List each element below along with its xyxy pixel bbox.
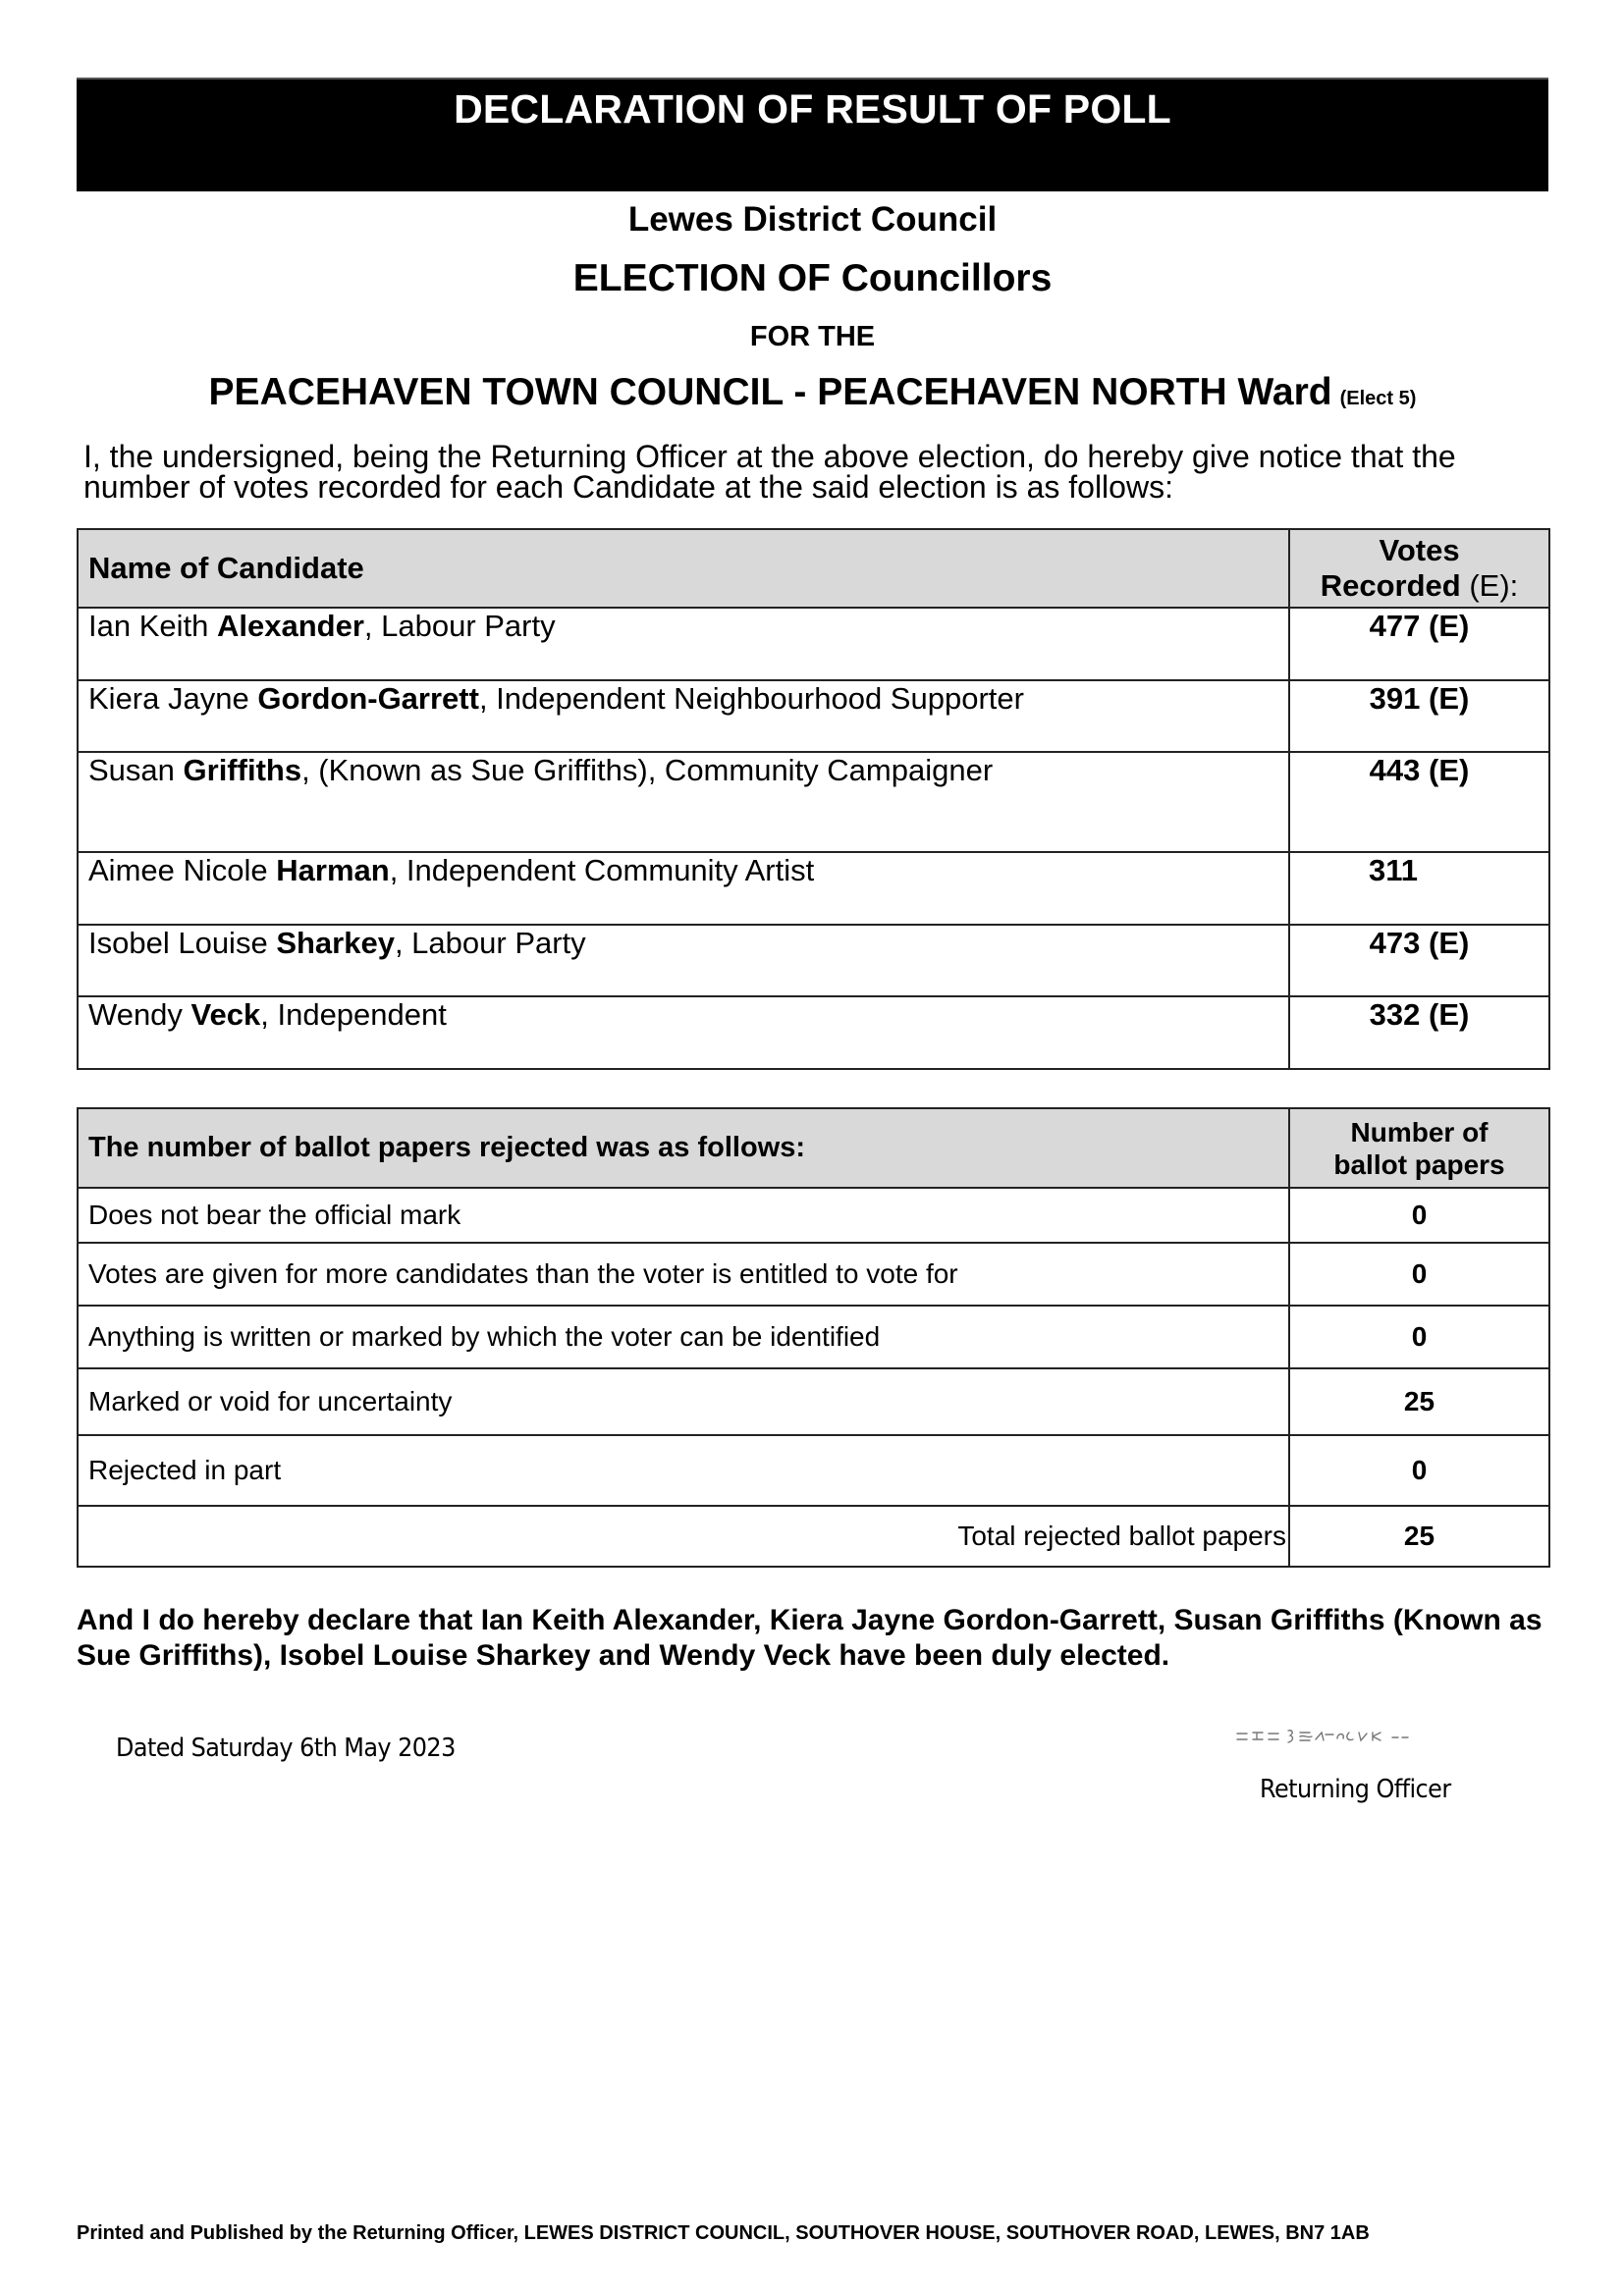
candidate-row [78, 680, 1549, 752]
rejected-total-label: Total rejected ballot papers [78, 1506, 1289, 1567]
candidate-name-cell [78, 925, 1289, 996]
candidate-votes: 477 (E) [1289, 608, 1549, 680]
seats-count: (Elect 5) [1339, 388, 1417, 409]
count-header-line1: Number of [1350, 1116, 1489, 1148]
candidate-description: , Labour Party [363, 609, 556, 643]
candidate-forenames: Susan [88, 753, 184, 787]
candidate-forenames: Isobel Louise [88, 926, 277, 960]
ballot-count-header [1289, 1108, 1549, 1188]
votes-recorded-header [1289, 529, 1549, 608]
document-title: DECLARATION OF RESULT OF POLL [454, 86, 1171, 132]
ward-name: PEACEHAVEN TOWN COUNCIL - PEACEHAVEN NORTH Ward [208, 371, 1332, 413]
signature-image [1235, 1725, 1412, 1746]
rejected-reason-header: The number of ballot papers rejected was as follows: [78, 1108, 1289, 1188]
rejected-total-count: 25 [1289, 1506, 1549, 1567]
candidate-row [78, 852, 1549, 925]
candidate-name-cell [78, 996, 1289, 1069]
candidate-name-cell [78, 680, 1289, 752]
candidate-description: , Independent Community Artist [389, 853, 815, 887]
rejected-reason: Anything is written or marked by which the voter can be identified [78, 1306, 1289, 1368]
count-header-line2: ballot papers [1333, 1148, 1505, 1180]
candidate-votes: 332 (E) [1289, 996, 1549, 1069]
rejected-count: 0 [1289, 1188, 1549, 1243]
candidates-table [77, 528, 1550, 1070]
votes-header-line2: Recorded [1320, 568, 1461, 603]
candidate-surname: Griffiths [183, 753, 302, 787]
candidate-votes: 443 (E) [1289, 752, 1549, 852]
candidate-surname: Alexander [216, 609, 364, 643]
candidate-row [78, 752, 1549, 852]
date-line: Dated Saturday 6th May 2023 [116, 1734, 456, 1763]
rejected-count: 0 [1289, 1306, 1549, 1368]
candidate-votes: 311 [1289, 852, 1549, 925]
imprint-footer: Printed and Published by the Returning Officer, LEWES DISTRICT COUNCIL, SOUTHOVER HOUSE, SOUTHOVER ROAD, LEWES, BN7 1AB [77, 2222, 1370, 2244]
candidate-votes: 391 (E) [1289, 680, 1549, 752]
rejected-reason: Rejected in part [78, 1435, 1289, 1506]
candidate-surname: Sharkey [276, 926, 395, 960]
candidate-name-header: Name of Candidate [78, 529, 1289, 608]
rejected-total-row [78, 1506, 1549, 1567]
rejected-reason: Marked or void for uncertainty [78, 1368, 1289, 1435]
candidate-row [78, 925, 1549, 996]
rejected-header-row [78, 1108, 1549, 1188]
candidate-row [78, 608, 1549, 680]
candidate-description: , Independent Neighbourhood Supporter [478, 681, 1024, 716]
rejected-ballots-table [77, 1107, 1550, 1568]
candidate-forenames: Wendy [88, 997, 191, 1032]
returning-officer-label: Returning Officer [1260, 1775, 1451, 1804]
rejected-row [78, 1306, 1549, 1368]
title-banner [77, 78, 1548, 191]
candidate-surname: Veck [190, 997, 261, 1032]
candidate-forenames: Ian Keith [88, 609, 217, 643]
rejected-row [78, 1368, 1549, 1435]
candidate-forenames: Aimee Nicole [88, 853, 277, 887]
candidate-surname: Gordon-Garrett [257, 681, 479, 716]
rejected-row [78, 1188, 1549, 1243]
rejected-reason: Does not bear the official mark [78, 1188, 1289, 1243]
candidate-votes: 473 (E) [1289, 925, 1549, 996]
candidate-name-cell [78, 752, 1289, 852]
declaration-statement: And I do hereby declare that Ian Keith Alexander, Kiera Jayne Gordon-Garrett, Susan Griffiths (Known as Sue Griffiths), Isobel Louise Sharkey and Wendy Veck have been duly elected. [77, 1604, 1543, 1672]
rejected-count: 25 [1289, 1368, 1549, 1435]
votes-header-suffix: (E): [1460, 568, 1519, 603]
rejected-reason: Votes are given for more candidates than the voter is entitled to vote for [78, 1243, 1289, 1306]
votes-header-line1: Votes [1379, 533, 1460, 567]
candidate-surname: Harman [276, 853, 390, 887]
candidate-row [78, 996, 1549, 1069]
for-the-label: FOR THE [749, 321, 876, 352]
candidate-name-cell [78, 608, 1289, 680]
candidates-header-row [78, 529, 1549, 608]
candidate-description: , Independent [260, 997, 447, 1032]
rejected-count: 0 [1289, 1435, 1549, 1506]
ward-heading [77, 371, 1548, 414]
candidate-name-cell [78, 852, 1289, 925]
rejected-count: 0 [1289, 1243, 1549, 1306]
authority-name: Lewes District Council [627, 200, 998, 239]
rejected-row [78, 1243, 1549, 1306]
candidate-description: , (Known as Sue Griffiths), Community Campaigner [301, 753, 994, 787]
rejected-row [78, 1435, 1549, 1506]
election-title: ELECTION OF Councillors [572, 257, 1053, 299]
intro-paragraph: I, the undersigned, being the Returning Officer at the above election, do hereby give notice that the number of votes recorded for each Candidate at the said election is as follows: [83, 439, 1456, 505]
candidate-description: , Labour Party [394, 926, 586, 960]
candidate-forenames: Kiera Jayne [88, 681, 258, 716]
